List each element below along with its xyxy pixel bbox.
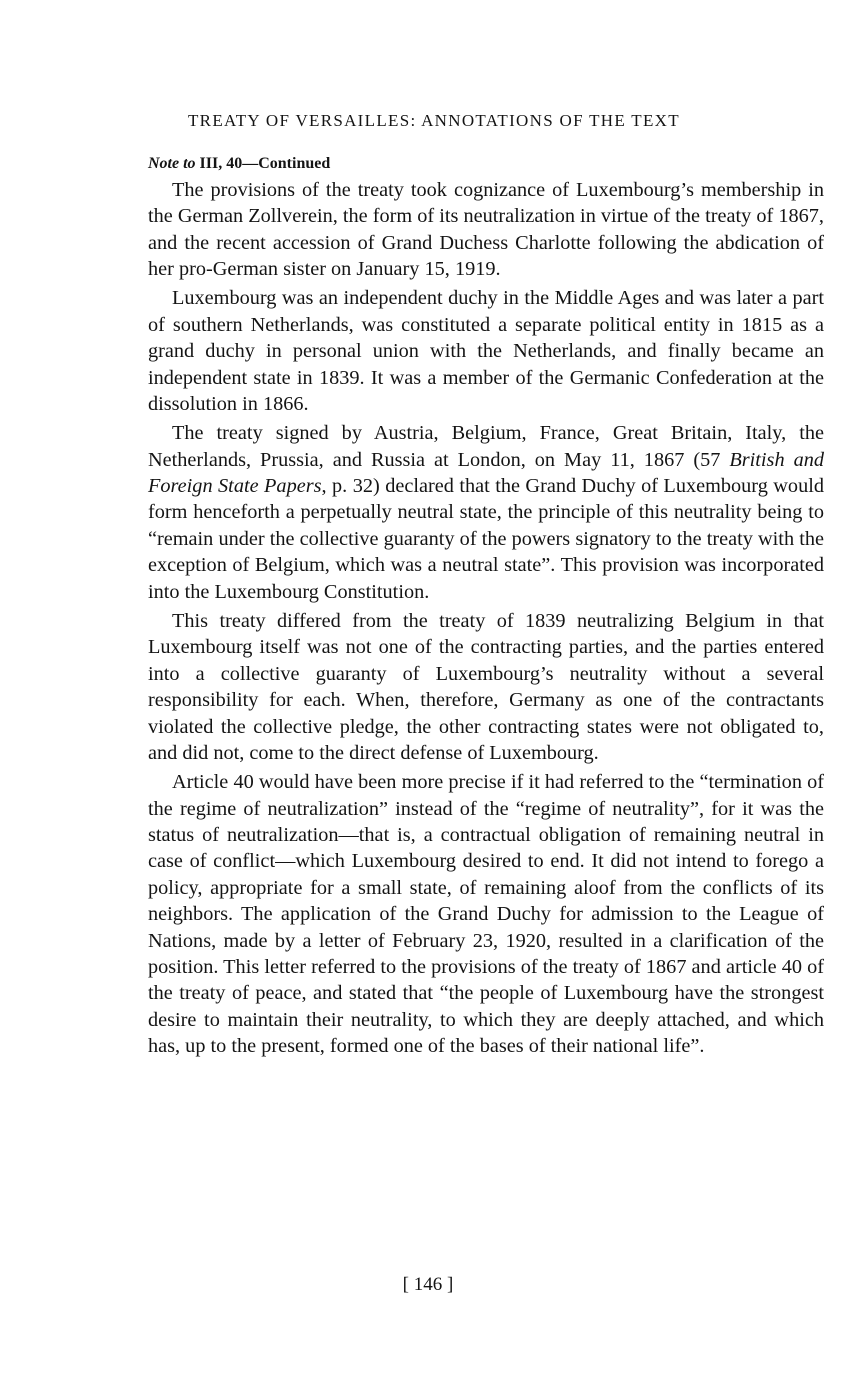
page-number: [ 146 ] [402,1274,454,1295]
paragraph-treaty-1867 [148,420,824,605]
note-heading [148,154,824,174]
paragraph-history: Luxembourg was an independent duchy in the Middle Ages and was later a part of southern Netherlands, was constituted a separate political entity in 1815 as a grand duchy in personal union with the Netherlands, and finally became an independent state in 1839. It was a member of the Germanic Confederation at the dissolution in 1866. [148,287,824,416]
body-text [148,177,824,1060]
note-reference: III, 40—Continued [195,155,331,172]
running-head: TREATY OF VERSAILLES: ANNOTATIONS OF THE TEXT [188,111,680,130]
citation-title: British and Foreign State Papers [148,448,824,498]
document-page [148,108,824,1060]
paragraph-treaty-1867-before: The treaty signed by Austria, Belgium, France, Great Britain, Italy, the Netherlands, Prussia, and Russia at London, on May 11, 1867 (57 [148,422,824,471]
paragraph-treaty-1867-after: , p. 32) declared that the Grand Duchy of Luxembourg would form henceforth a perpetually neutral state, the principle of this neutrality being to “remain under the collective guaranty of the powers signatory to the treaty with the exception of Belgium, which was a neutral state”. This provision was incorporated into the Luxembourg Constitution. [148,475,824,603]
paragraph-treaty-difference: This treaty differed from the treaty of 1839 neutralizing Belgium in that Luxembourg itself was not one of the contracting parties, and the parties entered into a collective guaranty of Luxembourg’s neutrality without a several responsibility for each. When, therefore, Germany as one of the contractants violated the collective pledge, the other contracting states were not obligated to, and did not, come to the direct defense of Luxembourg. [148,609,824,764]
paragraph-article-40: Article 40 would have been more precise if it had referred to the “termination of the regime of neutralization” instead of the “regime of neutrality”, for it was the status of neutralization—that is, a contractual obligation of remaining neutral in case of conflict—which Luxembourg desired to end. It did not intend to forego a policy, appropriate for a small state, of remaining aloof from the conflicts of its neighbors. The application of the Grand Duchy for admission to the League of Nations, made by a letter of February 23, 1920, resulted in a clarification of the position. This letter referred to the provisions of the treaty of 1867 and article 40 of the treaty of peace, and stated that “the people of Luxembourg have the strongest desire to maintain their neutrality, to which they are deeply attached, and which has, up to the present, formed one of the bases of their national life”. [148,771,824,1058]
paragraph-provisions: The provisions of the treaty took cognizance of Luxembourg’s membership in the German Zollverein, the form of its neutralization in virtue of the treaty of 1867, and the recent accession of Grand Duchess Charlotte following the abdication of her pro-German sister on January 15, 1919. [148,179,824,281]
note-label: Note to [148,155,196,172]
